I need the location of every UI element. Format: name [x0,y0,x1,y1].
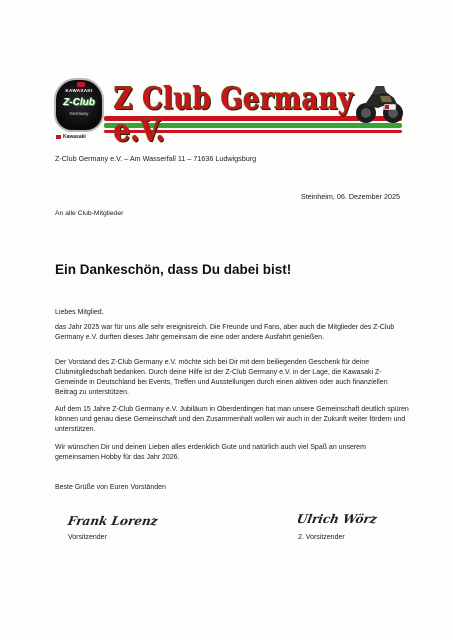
motorcycle-icon [354,80,404,126]
letter-date: Steinheim, 06. Dezember 2025 [300,192,400,201]
signature-ulrich-woerz: Ulrich Wörz [295,512,378,526]
kawasaki-k-icon [77,82,85,87]
signatory-role-right: 2. Vorsitzender [298,534,345,541]
logo-top-text: KAWASAKI [65,88,93,93]
kawasaki-brand-mark [56,134,86,140]
salutation: Liebes Mitglied, [55,309,104,316]
kawasaki-k-small-icon [56,135,61,139]
brand-mark-text: Kawasaki [63,134,86,140]
sender-address: Z-Club Germany e.V. – Am Wasserfall 11 – 71636 Ludwigsburg [55,154,257,163]
signature-frank-lorenz: Frank Lorenz [66,514,159,528]
paragraph-2: Der Vorstand des Z-Club Germany e.V. möchte sich bei Dir mit dem beiliegenden Geschenk für deine Clubmitgliedschaft bedanken. Durch deine Hilfe ist der Z-Club Germany e.V. in der Lage, die Kawasaki Z-Gemeinde in Deutschland bei Events, Treffen und Ausstellungen durch einen aktiven oder auch finanziellen Beitrag zu unterstützen. [55,359,388,396]
signatory-role-left: Vorsitzender [68,534,107,541]
recipient-line: An alle Club-Mitglieder [55,210,124,217]
paragraph-3: Auf dem 15 Jahre Z-Club Germany e.V. Jubiläum in Oberderdingen hat man unsere Gemeinschaft deutlich spüren können und genau diese Gemeinschaft und den Zusammenhalt wollen wir auch in der Zukunft weiter fördern und unterstützen. [55,406,409,433]
letter-headline: Ein Dankeschön, dass Du dabei bist! [55,262,292,277]
club-title: Z Club Germany e.V. [114,82,354,149]
club-logo [54,78,104,132]
logo-main-text: Z-Club [63,97,95,108]
logo-sub-text: Germany [69,111,89,116]
closing-line: Beste Grüße von Euren Vorständen [55,484,166,491]
paragraph-1: das Jahr 2025 war für uns alle sehr ereignisreich. Die Freunde und Fans, aber auch die Mitglieder des Z-Club Germany e.V. durften dieses Jahr gemeinsam die eine oder andere Ausfahrt genießen. [55,324,395,341]
paragraph-4: Wir wünschen Dir und deinen Lieben alles erdenklich Gute und natürlich auch viel Spaß an unserem gemeinsamen Hobby für das Jahr 2026. [55,444,366,461]
letterhead-banner [48,76,402,149]
